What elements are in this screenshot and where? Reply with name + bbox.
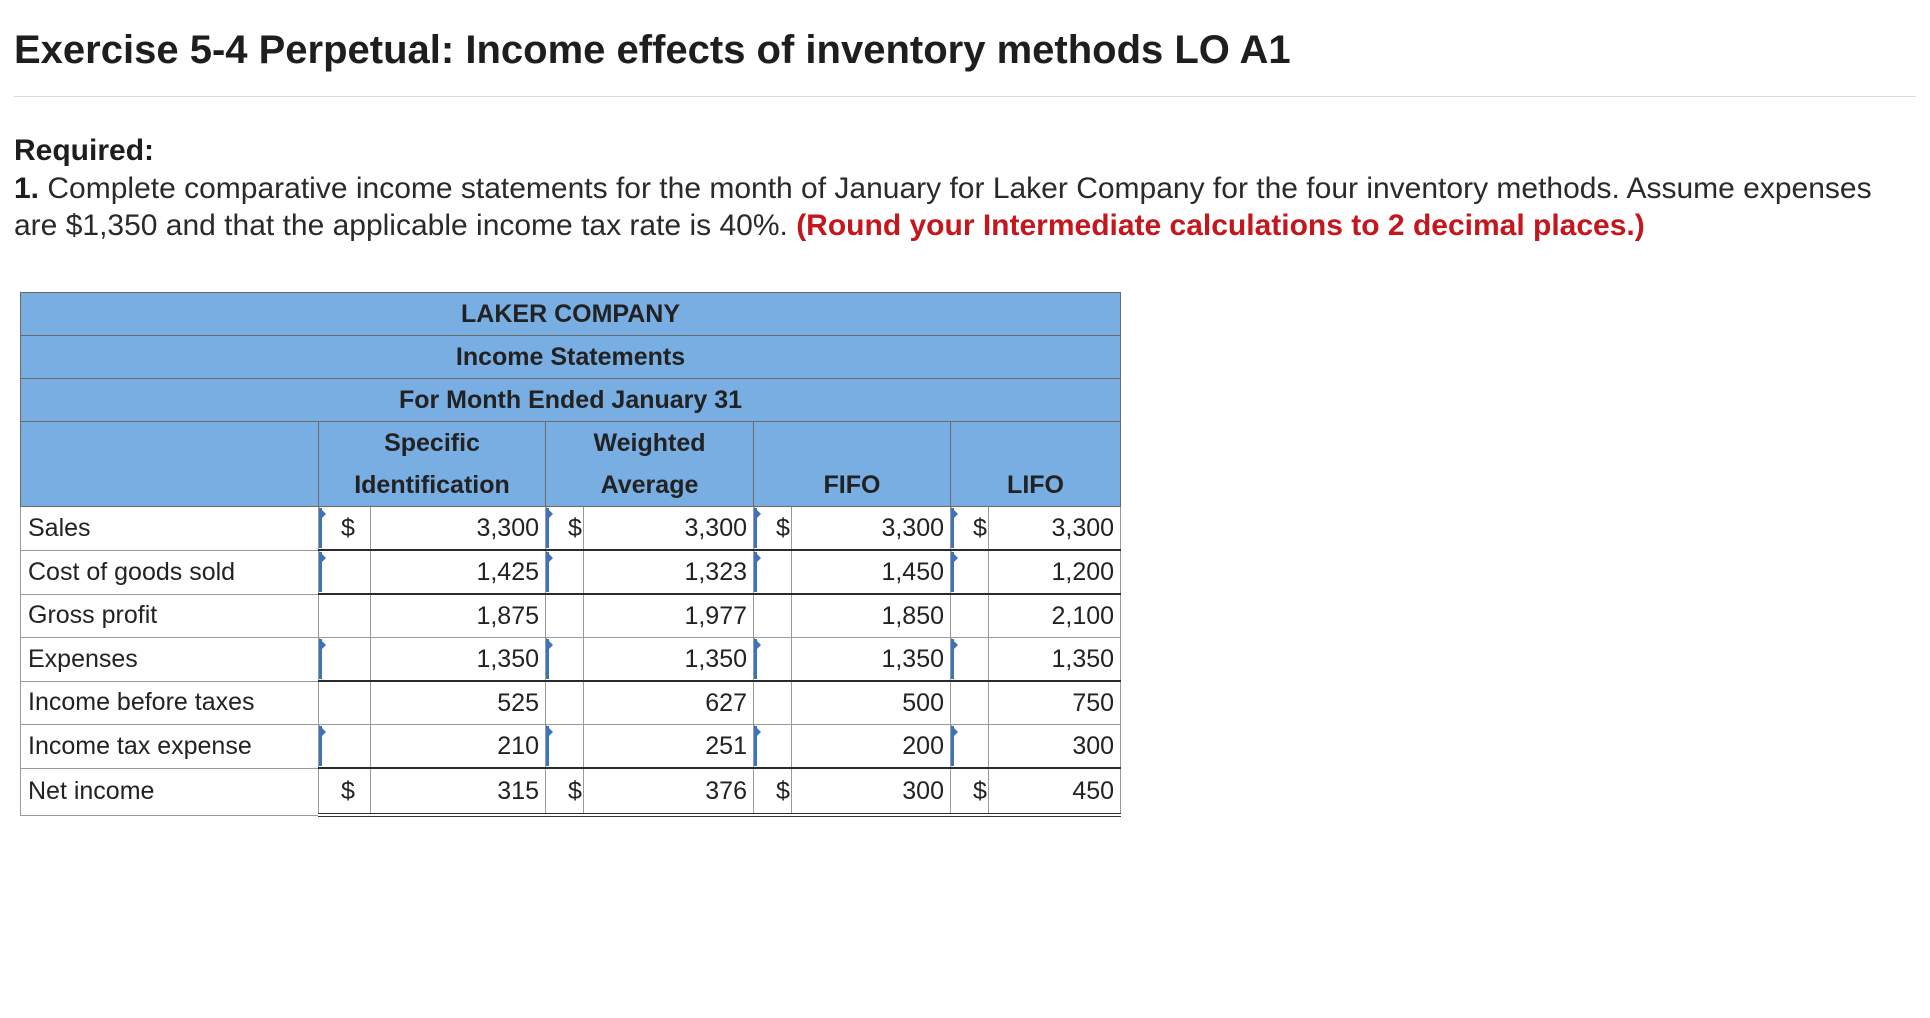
- amount-input-expenses-weighted-average[interactable]: 1,350: [584, 638, 754, 682]
- currency-cell: [951, 681, 989, 725]
- table-row-net-income: [21, 768, 1121, 815]
- amount-input-sales-specific-identification[interactable]: 3,300: [371, 507, 546, 551]
- amount-cell-income-before-taxes-weighted-average: 627: [584, 681, 754, 725]
- row-label-income-before-taxes: Income before taxes: [21, 681, 319, 725]
- header-blank-cell: [21, 422, 319, 465]
- row-label-income-tax-expense: Income tax expense: [21, 725, 319, 769]
- column-header-weighted-average-line2: Average: [546, 464, 754, 507]
- currency-symbol: $: [951, 768, 989, 815]
- amount-input-expenses-lifo[interactable]: 1,350: [989, 638, 1121, 682]
- currency-cell[interactable]: [319, 638, 371, 682]
- currency-cell: [951, 594, 989, 638]
- currency-cell[interactable]: [546, 725, 584, 769]
- amount-input-sales-fifo[interactable]: 3,300: [792, 507, 951, 551]
- currency-cell: [546, 681, 584, 725]
- column-header-specific-identification-line2: Identification: [319, 464, 546, 507]
- amount-cell-net-income-lifo: 450: [989, 768, 1121, 815]
- currency-symbol[interactable]: $: [951, 507, 989, 551]
- column-header-lifo-line1: [951, 422, 1121, 465]
- income-statement-table: [20, 292, 1121, 817]
- instruction-number: 1.: [14, 172, 40, 205]
- rounding-note: (Round your Intermediate calculations to 2 decimal places.): [796, 209, 1645, 242]
- amount-input-cost-of-goods-sold-fifo[interactable]: 1,450: [792, 550, 951, 594]
- amount-cell-net-income-fifo: 300: [792, 768, 951, 815]
- table-row-expenses: [21, 638, 1121, 682]
- column-header-fifo-line2: FIFO: [754, 464, 951, 507]
- row-label-cost-of-goods-sold: Cost of goods sold: [21, 550, 319, 594]
- amount-input-expenses-fifo[interactable]: 1,350: [792, 638, 951, 682]
- title-divider: [14, 96, 1916, 97]
- currency-cell[interactable]: [951, 725, 989, 769]
- currency-symbol[interactable]: $: [754, 507, 792, 551]
- table-row-cost-of-goods-sold: [21, 550, 1121, 594]
- currency-cell[interactable]: [754, 550, 792, 594]
- amount-input-income-tax-expense-lifo[interactable]: 300: [989, 725, 1121, 769]
- amount-input-income-tax-expense-specific-identification[interactable]: 210: [371, 725, 546, 769]
- currency-cell[interactable]: [951, 638, 989, 682]
- currency-cell[interactable]: [754, 638, 792, 682]
- currency-symbol: $: [319, 768, 371, 815]
- amount-input-sales-weighted-average[interactable]: 3,300: [584, 507, 754, 551]
- amount-cell-income-before-taxes-specific-identification: 525: [371, 681, 546, 725]
- currency-symbol: $: [546, 768, 584, 815]
- column-header-lifo-line2: LIFO: [951, 464, 1121, 507]
- exercise-title: Exercise 5-4 Perpetual: Income effects of inventory methods LO A1: [14, 28, 1291, 72]
- amount-input-expenses-specific-identification[interactable]: 1,350: [371, 638, 546, 682]
- currency-symbol[interactable]: $: [546, 507, 584, 551]
- amount-input-income-tax-expense-weighted-average[interactable]: 251: [584, 725, 754, 769]
- instruction-text: Complete comparative income statements for the month of January for Laker Company for the four inventory methods. Assume expenses are $1,350 and that the applicable income tax rate is 40%.: [14, 172, 1872, 242]
- currency-symbol: $: [754, 768, 792, 815]
- table-row-sales: [21, 507, 1121, 551]
- column-header-fifo-line1: [754, 422, 951, 465]
- table-row-income-tax-expense: [21, 725, 1121, 769]
- column-header-specific-identification-line1: Specific: [319, 422, 546, 465]
- statement-company-name: LAKER COMPANY: [21, 293, 1121, 336]
- currency-cell: [754, 681, 792, 725]
- amount-cell-net-income-specific-identification: 315: [371, 768, 546, 815]
- amount-cell-income-before-taxes-fifo: 500: [792, 681, 951, 725]
- row-label-net-income: Net income: [21, 768, 319, 815]
- amount-cell-gross-profit-weighted-average: 1,977: [584, 594, 754, 638]
- amount-input-cost-of-goods-sold-lifo[interactable]: 1,200: [989, 550, 1121, 594]
- amount-cell-gross-profit-specific-identification: 1,875: [371, 594, 546, 638]
- row-label-gross-profit: Gross profit: [21, 594, 319, 638]
- row-label-expenses: Expenses: [21, 638, 319, 682]
- currency-cell: [546, 594, 584, 638]
- currency-cell[interactable]: [951, 550, 989, 594]
- currency-symbol[interactable]: $: [319, 507, 371, 551]
- currency-cell[interactable]: [319, 550, 371, 594]
- column-header-weighted-average-line1: Weighted: [546, 422, 754, 465]
- row-label-sales: Sales: [21, 507, 319, 551]
- amount-cell-gross-profit-fifo: 1,850: [792, 594, 951, 638]
- currency-cell[interactable]: [546, 638, 584, 682]
- amount-input-income-tax-expense-fifo[interactable]: 200: [792, 725, 951, 769]
- amount-input-cost-of-goods-sold-specific-identification[interactable]: 1,425: [371, 550, 546, 594]
- currency-cell[interactable]: [546, 550, 584, 594]
- currency-cell[interactable]: [754, 725, 792, 769]
- header-blank-cell: [21, 464, 319, 507]
- statement-title: Income Statements: [21, 336, 1121, 379]
- currency-cell: [754, 594, 792, 638]
- amount-cell-income-before-taxes-lifo: 750: [989, 681, 1121, 725]
- table-row-gross-profit: [21, 594, 1121, 638]
- table-row-income-before-taxes: [21, 681, 1121, 725]
- amount-cell-net-income-weighted-average: 376: [584, 768, 754, 815]
- instructions: [14, 170, 1904, 244]
- currency-cell: [319, 594, 371, 638]
- amount-cell-gross-profit-lifo: 2,100: [989, 594, 1121, 638]
- amount-input-cost-of-goods-sold-weighted-average[interactable]: 1,323: [584, 550, 754, 594]
- statement-period: For Month Ended January 31: [21, 379, 1121, 422]
- currency-cell: [319, 681, 371, 725]
- currency-cell[interactable]: [319, 725, 371, 769]
- amount-input-sales-lifo[interactable]: 3,300: [989, 507, 1121, 551]
- required-heading: Required:: [14, 134, 155, 167]
